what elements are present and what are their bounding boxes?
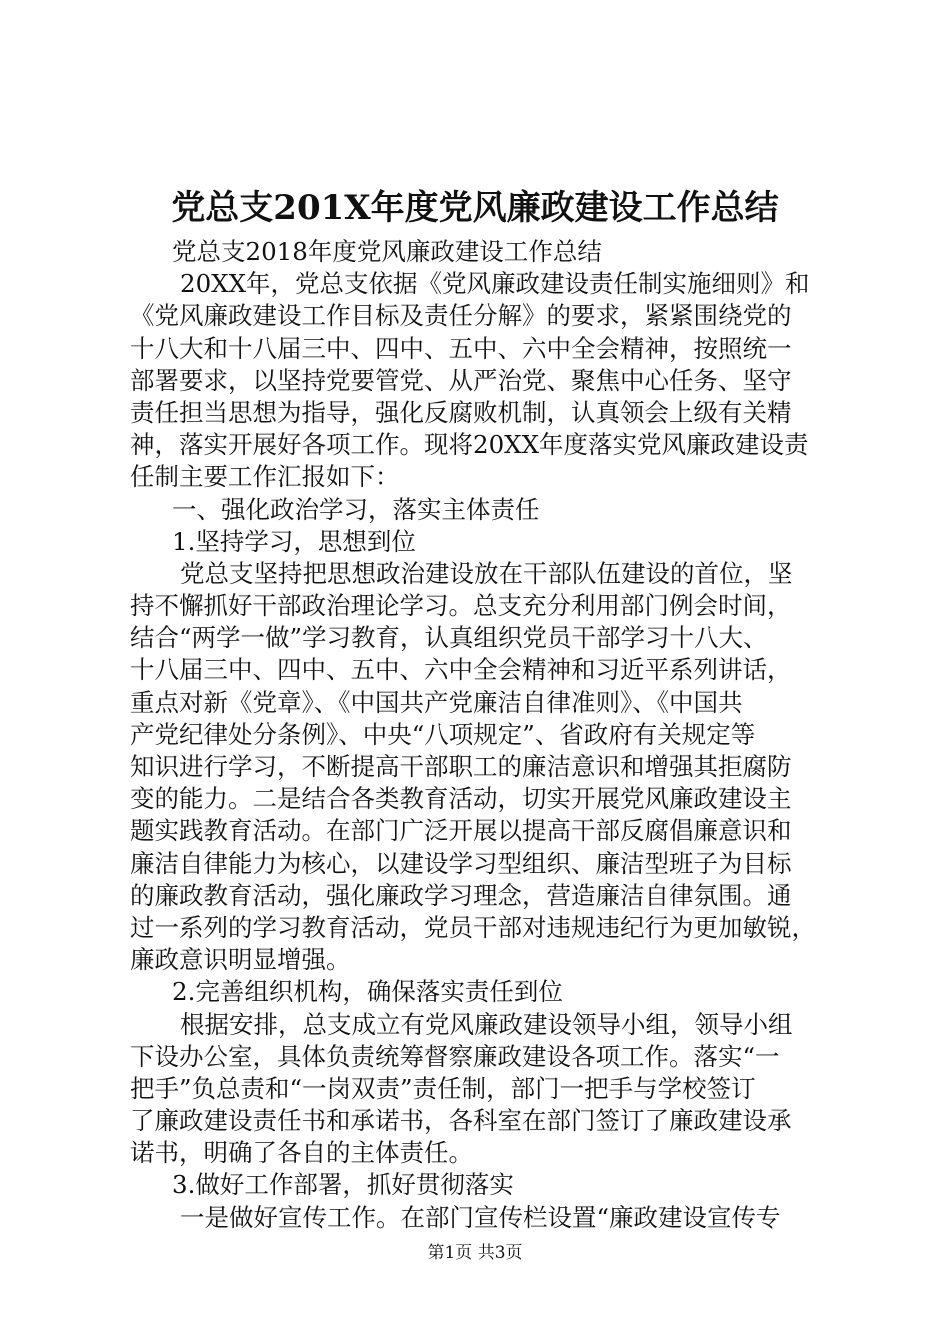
paragraph-line: 题实践教育活动。在部门广泛开展以提高干部反腐倡廉意识和	[130, 816, 792, 846]
paragraph-line: 根据安排，总支成立有党风廉政建设领导小组，领导小组	[180, 1009, 793, 1039]
subsection-heading: 3.做好工作部署，抓好贯彻落实	[172, 1170, 514, 1200]
paragraph-line: 部署要求，以坚持党要管党、从严治党、聚焦中心任务、坚守	[130, 365, 792, 395]
paragraph-line: 过一系列的学习教育活动，党员干部对违规违纪行为更加敏锐，	[130, 912, 816, 942]
paragraph-line: 廉政意识明显增强。	[130, 945, 351, 975]
paragraph-line: 产党纪律处分条例》、中央“八项规定”、省政府有关规定等	[130, 719, 756, 749]
paragraph-line: 神，落实开展好各项工作。现将20XX年度落实党风廉政建设责	[130, 430, 809, 460]
paragraph-line: 的廉政教育活动，强化廉政学习理念，营造廉洁自律氛围。通	[130, 880, 792, 910]
paragraph-line: 廉洁自律能力为核心，以建设学习型组织、廉洁型班子为目标	[130, 848, 792, 878]
paragraph-line: 《党风廉政建设工作目标及责任分解》的要求，紧紧围绕党的	[130, 301, 792, 331]
paragraph-line: 诺书，明确了各自的主体责任。	[130, 1138, 473, 1168]
paragraph-line: 持不懈抓好干部政治理论学习。总支充分利用部门例会时间，	[130, 591, 792, 621]
subsection-heading: 1.坚持学习，思想到位	[172, 526, 416, 556]
paragraph-line: 重点对新《党章》、《中国共产党廉洁自律准则》、《中国共	[130, 687, 743, 717]
paragraph-line: 20XX年，党总支依据《党风廉政建设责任制实施细则》和	[180, 269, 810, 299]
paragraph-line: 责任担当思想为指导，强化反腐败机制，认真领会上级有关精	[130, 397, 792, 427]
paragraph-line: 党总支坚持把思想政治建设放在干部队伍建设的首位，坚	[180, 558, 793, 588]
paragraph-line: 下设办公室，具体负责统筹督察廉政建设各项工作。落实“一	[130, 1041, 780, 1071]
paragraph-line: 十八大和十八届三中、四中、五中、六中全会精神，按照统一	[130, 333, 792, 363]
page-footer: 第1页 共3页	[427, 1243, 523, 1263]
document-body	[130, 236, 830, 1234]
paragraph-line: 知识进行学习，不断提高干部职工的廉洁意识和增强其拒腐防	[130, 752, 792, 781]
paragraph-line: 结合“两学一做”学习教育，认真组织党员干部学习十八大、	[130, 623, 768, 653]
subtitle-line: 党总支2018年度党风廉政建设工作总结	[172, 237, 602, 266]
paragraph-line: 任制主要工作汇报如下：	[130, 462, 400, 492]
paragraph-line: 把手”负总责和“一岗双责”责任制，部门一把手与学校签订	[130, 1073, 756, 1103]
paragraph-line: 一是做好宣传工作。在部门宣传栏设置“廉政建设宣传专	[180, 1202, 781, 1232]
section-heading: 一、强化政治学习，落实主体责任	[172, 494, 540, 524]
subsection-heading: 2.完善组织机构，确保落实责任到位	[172, 977, 563, 1007]
paragraph-line: 了廉政建设责任书和承诺书，各科室在部门签订了廉政建设承	[130, 1106, 792, 1136]
paragraph-line: 十八届三中、四中、五中、六中全会精神和习近平系列讲话，	[130, 655, 792, 685]
document-title: 党总支201X年度党风廉政建设工作总结	[171, 188, 779, 228]
paragraph-line: 变的能力。二是结合各类教育活动，切实开展党风廉政建设主	[130, 784, 792, 814]
